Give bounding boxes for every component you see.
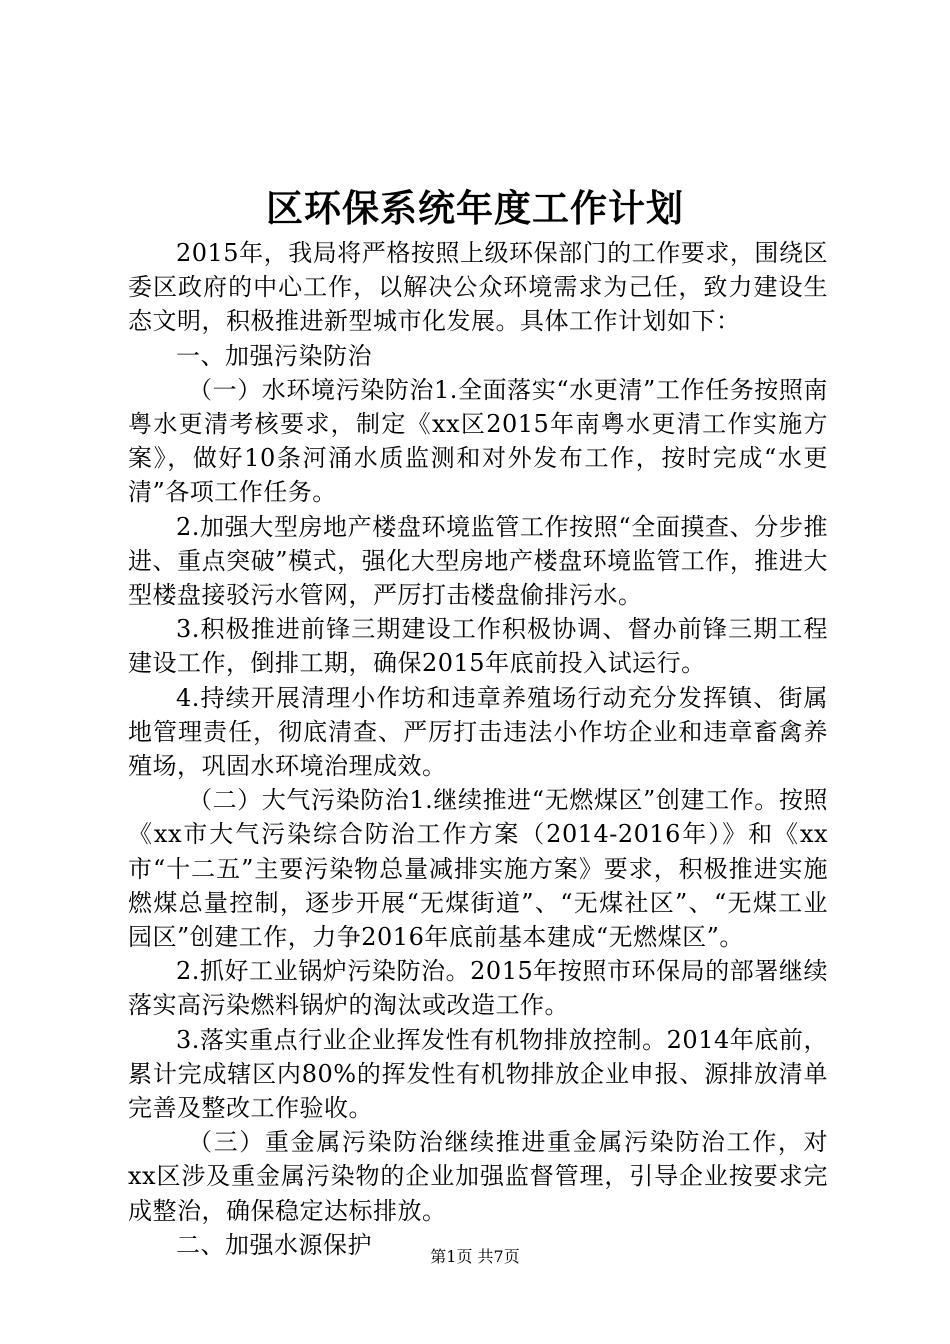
paragraph: 3.落实重点行业企业挥发性有机物排放控制。2014年底前，累计完成辖区内80%的挥发性有机物排放企业申报、源排放清单完善及整改工作验收。 bbox=[128, 1025, 828, 1123]
page-footer: 第1页 共7页 bbox=[430, 1247, 520, 1266]
paragraph: 2015年，我局将严格按照上级环保部门的工作要求，围绕区委区政府的中心工作，以解决公众环境需求为己任，致力建设生态文明，积极推进新型城市化发展。具体工作计划如下： bbox=[128, 239, 828, 336]
section-heading: 二、加强水源保护 bbox=[176, 1230, 372, 1259]
section-heading: 一、加强污染防治 bbox=[176, 341, 372, 370]
paragraph: 2.加强大型房地产楼盘环境监管工作按照“全面摸查、分步推进、重点突破”模式，强化大型房地产楼盘环境监管工作，推进大型楼盘接驳污水管网，严厉打击楼盘偷排污水。 bbox=[128, 512, 828, 610]
paragraph: 4.持续开展清理小作坊和违章养殖场行动充分发挥镇、街属地管理责任，彻底清查、严厉打击违法小作坊企业和违章畜禽养殖场，巩固水环境治理成效。 bbox=[128, 683, 828, 781]
document-title: 区环保系统年度工作计划 bbox=[266, 186, 684, 230]
document-body bbox=[128, 236, 828, 1262]
paragraph: （一）水环境污染防治1.全面落实“水更清”工作任务按照南粤水更清考核要求，制定《xx区2015年南粤水更清工作实施方案》，做好10条河涌水质监测和对外发布工作，按时完成“水更清”各项工作任务。 bbox=[128, 375, 828, 507]
paragraph: （二）大气污染防治1.继续推进“无燃煤区”创建工作。按照《xx市大气污染综合防治工作方案（2014-2016年）》和《xx市“十二五”主要污染物总量减排实施方案》要求，积极推进实施燃煤总量控制，逐步开展“无煤街道”、“无煤社区”、“无煤工业园区”创建工作，力争2016年底前基本建成“无燃煤区”。 bbox=[128, 786, 828, 952]
paragraph: 3.积极推进前锋三期建设工作积极协调、督办前锋三期工程建设工作，倒排工期，确保2015年底前投入试运行。 bbox=[128, 615, 828, 678]
paragraph: （三）重金属污染防治继续推进重金属污染防治工作，对xx区涉及重金属污染物的企业加强监督管理，引导企业按要求完成整治，确保稳定达标排放。 bbox=[128, 1128, 828, 1225]
paragraph: 2.抓好工业锅炉污染防治。2015年按照市环保局的部署继续落实高污染燃料锅炉的淘汰或改造工作。 bbox=[128, 957, 828, 1020]
